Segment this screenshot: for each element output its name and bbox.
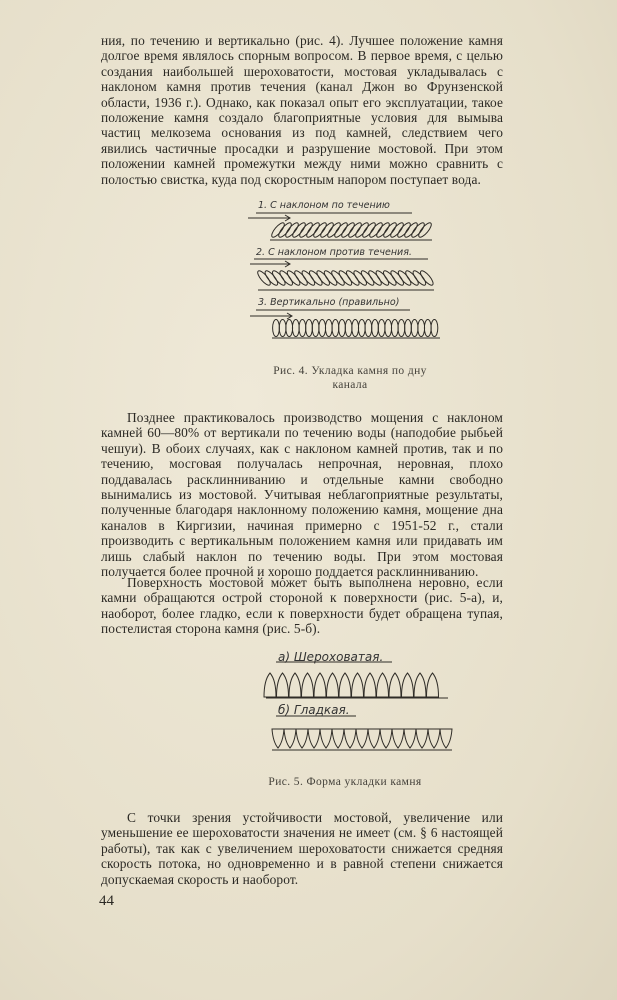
stone	[264, 673, 276, 697]
figure-4-label-3: 3. Вертикально (правильно)	[258, 297, 400, 308]
page-number: 44	[99, 893, 114, 909]
stone	[414, 673, 426, 697]
figure-5-caption: Рис. 5. Форма укладки камня	[268, 776, 422, 788]
paragraph-text: С точки зрения устойчивости мостовой, увеличение или уменьшение ее шероховатости значения не имеет (см. § 6 настоящей работы), так как с увеличением шероховатости снижается средняя скорость потока, но одновременно и в равной степени снижается допускаемая скорость и наоборот.	[101, 810, 503, 887]
stone	[416, 729, 428, 748]
figure-4-caption-line-2: канала	[332, 379, 368, 391]
stone	[308, 729, 320, 748]
stone	[427, 673, 439, 697]
stone	[339, 673, 351, 697]
figure-5-label-a: а) Шероховатая.	[278, 650, 384, 664]
stone	[327, 673, 339, 697]
stone	[332, 729, 344, 748]
stone	[356, 729, 368, 748]
figure-4-caption-line-1: Рис. 4. Укладка камня по дну	[273, 365, 427, 377]
stone	[404, 729, 416, 748]
figure-5-label-b: б) Гладкая.	[278, 703, 350, 717]
stone	[440, 729, 452, 748]
stone	[289, 673, 301, 697]
figure-4-label-1: 1. С наклоном по течению	[258, 200, 390, 211]
stone	[389, 673, 401, 697]
stone	[352, 673, 364, 697]
stone	[302, 673, 314, 697]
stone-row-rough	[264, 673, 439, 697]
stone	[284, 729, 296, 748]
stone	[272, 729, 284, 748]
stone	[368, 729, 380, 748]
paragraph-4	[101, 810, 503, 887]
stone	[380, 729, 392, 748]
stone	[392, 729, 404, 748]
figure-4-label-2: 2. С наклоном против течения.	[256, 247, 412, 258]
paragraph-text: Поверхность мостовой может быть выполнена неровно, если камни обращаются острой стороной к поверхности (рис. 5-а), и, наоборот, более гладко, если к поверхности будет обращена тупая, постелистая сторона камня (рис. 5-б).	[101, 575, 503, 637]
stone	[314, 673, 326, 697]
stone	[428, 729, 440, 748]
stone	[296, 729, 308, 748]
stone-row-smooth	[272, 729, 452, 748]
paragraph-text: Позднее практиковалось производство мощения с наклоном камней 60—80% от вертикали по течению воды (наподобие рыбьей чешуи). В обоих случаях, как с наклоном камней против, так и по течению, мосговая получалась непрочная, неровная, плохо поддавалась расклинниванию и отдельные камни свободно вынимались из мостовой. Учитывая неблагоприятные результаты, полученные благодаря наклонному положению камня, мощение дна каналов в Киргизии, начиная примерно с 1951-52 г., стали производить с вертикальным положением камня или придавать им лишь слабый наклон по течению воды. При этом мостовая получается более прочной и хорошо поддается расклинниванию.	[101, 410, 503, 580]
stone	[344, 729, 356, 748]
stone	[277, 673, 289, 697]
stone	[402, 673, 414, 697]
stone	[377, 673, 389, 697]
paragraph-text: ния, по течению и вертикально (рис. 4). Лучшее положение камня долгое время являлось спорным вопросом. В первое время, с целью создания наибольшей шероховатости, мостовая укладывалась с наклоном камня против течения (канал Джон во Фрунзенской области, 1936 г.). Однако, как показал опыт его эксплуатации, такое положение камня создало благоприятные условия для вымыва частиц мелкозема основания из под камней, следствием чего явились частичные просадки и разрушение мостовой. При этом положении камней промежутки между ними можно сравнить с полостью свистка, куда под скоростным напором поступает вода.	[101, 33, 503, 187]
stone	[320, 729, 332, 748]
stone	[364, 673, 376, 697]
